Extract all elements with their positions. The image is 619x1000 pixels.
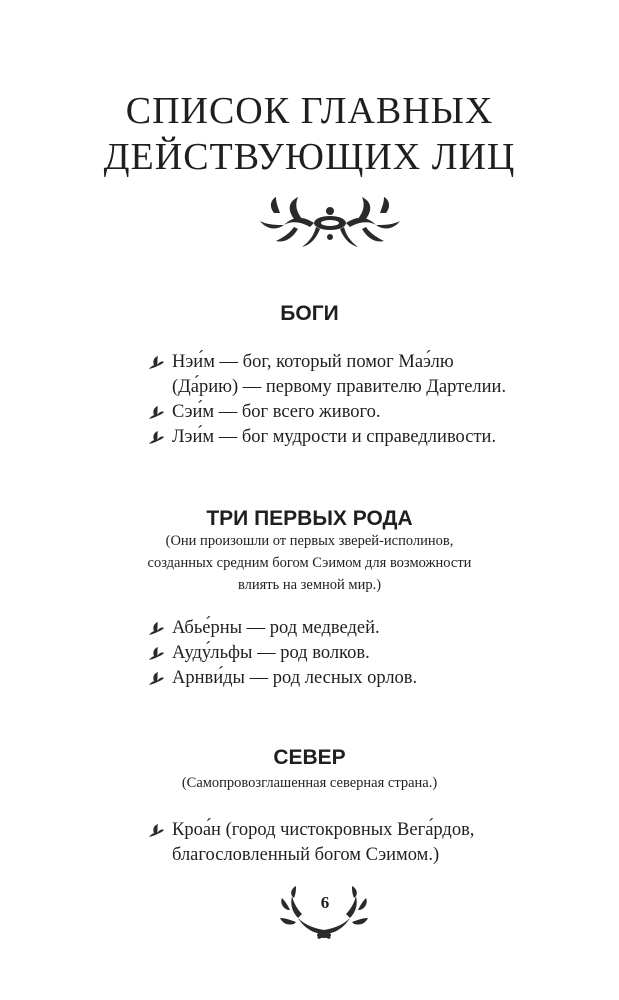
floral-ornament-icon (254, 195, 406, 251)
god-entry-text: Лэи́м — бог мудрости и справедливости. (172, 427, 497, 447)
list-item-continuation (148, 375, 506, 400)
section-heading-north: СЕВЕР (273, 746, 346, 769)
list-item (148, 818, 474, 843)
list-item (148, 641, 417, 666)
lily-flower-icon (148, 823, 165, 838)
list-item-continuation (148, 843, 474, 868)
lily-flower-icon (148, 355, 165, 370)
gods-list (148, 350, 506, 450)
clan-entry-text: Абье́рны — род медведей. (172, 618, 380, 638)
north-list (148, 818, 474, 868)
clans-note: (Они произошли от первых зверей-исполинов, созданных средним богом Сэимом для возможности влиять на земной мир.) (147, 533, 472, 593)
god-entry-text: (Да́рию) — первому правителю Дартелии. (172, 377, 507, 397)
list-item (148, 400, 506, 425)
title-line-2: ДЕЙСТВУЮЩИХ ЛИЦ (103, 136, 516, 178)
list-item (148, 350, 506, 375)
title-line-1: СПИСОК ГЛАВНЫХ (125, 90, 494, 132)
lily-flower-icon (148, 621, 165, 636)
north-entry-text: Кроа́н (город чистокровных Вега́рдов, (172, 820, 475, 840)
god-entry-text: Сэи́м — бог всего живого. (172, 402, 381, 422)
list-item (148, 616, 417, 641)
clans-list (148, 616, 417, 691)
section-heading-gods: БОГИ (280, 302, 339, 325)
lily-flower-icon (148, 405, 165, 420)
page-number: 6 (320, 893, 330, 912)
north-entry-text: благословленный богом Сэимом.) (172, 845, 440, 865)
section-heading-clans: ТРИ ПЕРВЫХ РОДА (206, 507, 413, 530)
clan-entry-text: Ауду́льфы — род волков. (172, 643, 370, 663)
list-item (148, 666, 417, 691)
god-entry-text: Нэи́м — бог, который помог Маэ́лю (172, 352, 454, 372)
page-title (0, 88, 619, 180)
clan-entry-text: Арнви́ды — род лесных орлов. (172, 668, 418, 688)
north-note: (Самопровозглашенная северная страна.) (181, 775, 438, 791)
list-item (148, 425, 506, 450)
lily-flower-icon (148, 646, 165, 661)
lily-flower-icon (148, 671, 165, 686)
lily-flower-icon (148, 430, 165, 445)
